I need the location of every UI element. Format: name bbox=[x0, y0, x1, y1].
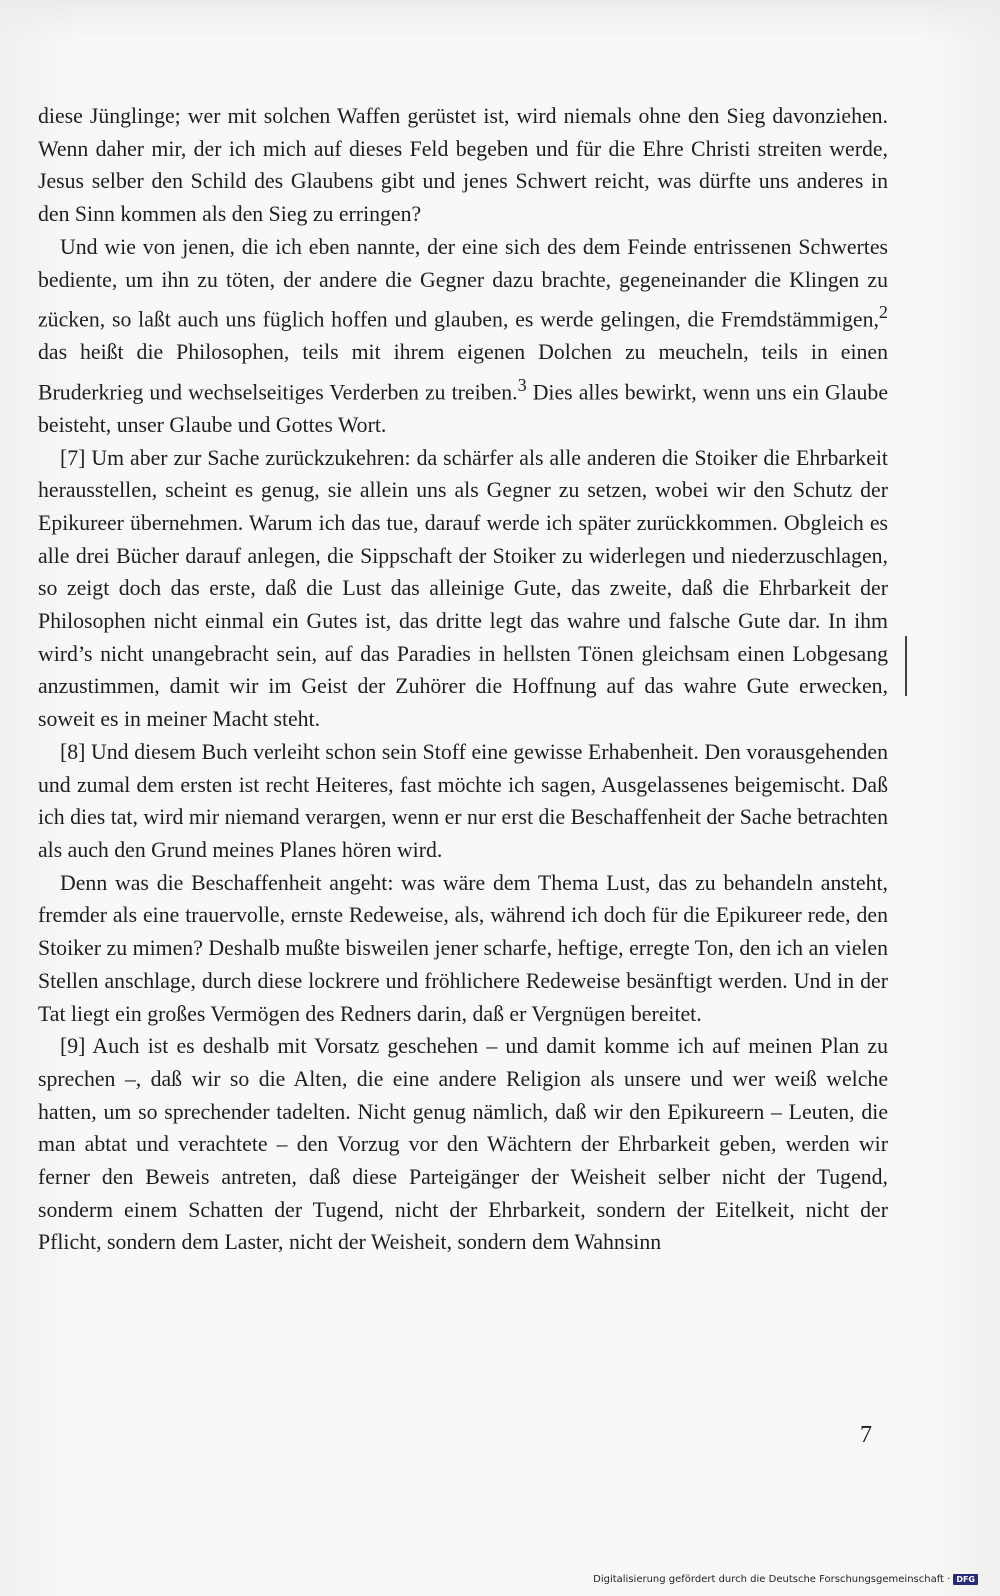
page-number: 7 bbox=[860, 1422, 872, 1448]
paragraph: [9] Auch ist es deshalb mit Vorsatz geschehen – und damit komme ich auf meinen Plan zu sprechen –, daß wir so die Alten, die eine andere Religion als unsere und wer weiß welche hatten, um so sprechender tadelten. Nicht genug nämlich, daß wir den Epikureern – Leuten, die man abtat und verachtete – den Vorzug vor den Wächtern der Ehrbarkeit geben, werden wir ferner den Beweis antreten, daß diese Parteigänger der Weisheit selber nicht der Tugend, sonderm einem Schatten der Tugend, nicht der Ehrbarkeit, sondern der Eitelkeit, nicht der Pflicht, sondern dem Laster, nicht der Weisheit, sondern dem Wahnsinn bbox=[38, 1034, 888, 1255]
scan-top-edge bbox=[0, 0, 1000, 40]
paragraph: diese Jünglinge; wer mit solchen Waffen gerüstet ist, wird niemals ohne den Sieg davonziehen. Wenn daher mir, der ich mich auf dieses Feld begeben und für die Ehre Christi streiten werde, Jesus selber den Schild des Glaubens gibt und jenes Schwert reicht, was dürfte uns anderes in den Sinn kommen als den Sieg zu erringen? bbox=[38, 104, 888, 227]
footnote-ref: 2 bbox=[878, 302, 888, 323]
text-run: Und wie von jenen, die ich eben nannte, der eine sich des dem Feinde entrissenen Schwertes bediente, um ihn zu töten, der andere die Gegner dazu brachte, gegeneinander die Klingen zu zücken, so laßt auch uns füglich hoffen und glauben, es werde gelingen, die Fremdstämmigen, bbox=[38, 234, 888, 332]
dfg-logo-icon: DFG bbox=[953, 1574, 978, 1585]
body-text bbox=[38, 100, 888, 1259]
footnote-ref: 3 bbox=[517, 374, 527, 395]
paragraph: [8] Und diesem Buch verleiht schon sein Stoff eine gewisse Erhabenheit. Den vorausgehenden und zumal dem ersten ist recht Heiteres, fast möchte ich sagen, Ausgelassenes beigemischt. Daß ich dies tat, wird mir niemand verargen, wenn er nur erst die Beschaffenheit der Sache betrachten als auch den Grund meines Planes hören wird. bbox=[38, 739, 888, 862]
text-run: Dies alles bewirkt, wenn uns ein Glaube beisteht, unser Glaube und Gottes Wort. bbox=[38, 380, 888, 437]
footer-text: Digitalisierung gefördert durch die Deutsche Forschungsgemeinschaft · bbox=[593, 1574, 951, 1585]
text-run: das heißt die Philosophen, teils mit ihrem eigenen Dolchen zu meucheln, teils in einen Bruderkrieg und wechselseitiges Verderben zu treiben. bbox=[38, 340, 888, 405]
margin-mark bbox=[905, 636, 907, 696]
paragraph bbox=[38, 231, 888, 442]
paragraph: [7] Um aber zur Sache zurückzukehren: da schärfer als alle anderen die Stoiker die Ehrbarkeit herausstellen, scheint es genug, sie allein uns als Gegner zu setzen, wobei wir den Schutz der Epikureer übernehmen. Warum ich das tue, darauf werde ich später zurückkommen. Obgleich es alle drei Bücher darauf anlegen, die Sippschaft der Stoiker zu widerlegen und niederzuschlagen, so zeigt doch das erste, daß die Lust das alleinige Gute, das zweite, daß die Ehrbarkeit der Philosophen nicht einmal ein Gutes ist, das dritte legt das wahre und falsche Gute dar. In ihm wird’s nicht unangebracht sein, auf das Paradies in hellsten Tönen gleichsam einen Lobgesang anzustimmen, damit wir im Geist der Zuhörer die Hoffnung auf das wahre Gute erwecken, soweit es in meiner Macht steht. bbox=[38, 445, 888, 732]
footer-credit bbox=[593, 1574, 978, 1585]
paragraph: Denn was die Beschaffenheit angeht: was wäre dem Thema Lust, das zu behandeln ansteht, fremder als eine trauervolle, ernste Redeweise, als, während ich doch für die Epikureer rede, den Stoiker zu mimen? Deshalb mußte bisweilen jener scharfe, heftige, erregte Ton, den ich an vielen Stellen anschlage, durch diese lockrere und fröhlichere Redeweise besänftigt werden. Und in der Tat liegt ein großes Vermögen des Redners darin, daß er Vergnügen bereitet. bbox=[38, 870, 888, 1026]
